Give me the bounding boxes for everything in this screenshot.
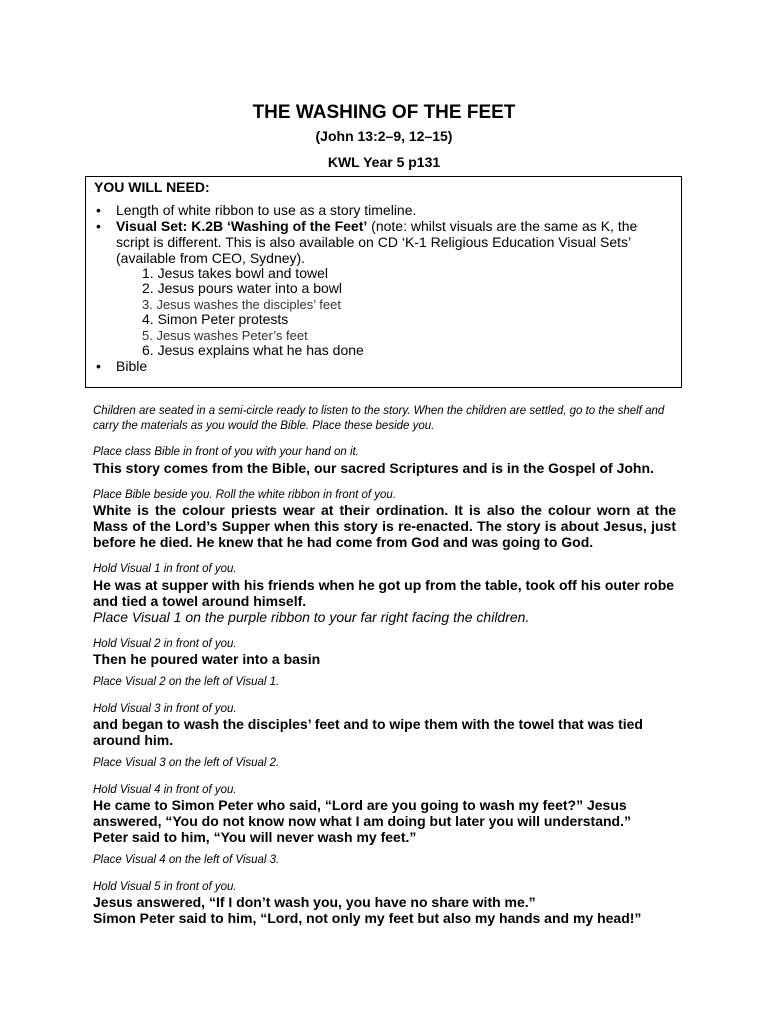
- story-text: He was at supper with his friends when he got up from the table, took off his outer robe and tied a towel around himself.: [93, 576, 675, 609]
- instruction: Hold Visual 2 in front of you.: [93, 637, 237, 650]
- visual-item: 6. Jesus explains what he has done: [142, 342, 364, 359]
- story-line: answered, “You do not know now what I am doing but later you will understand.”: [93, 813, 631, 829]
- instruction-large: Place Visual 1 on the purple ribbon to your far right facing the children.: [93, 608, 530, 625]
- story-line: Simon Peter said to him, “Lord, not only my feet but also my hands and my head!”: [93, 910, 642, 926]
- page-title: THE WASHING OF THE FEET: [252, 102, 516, 123]
- visual-set-note: (note: whilst visuals are the same as K, the script is different. This is also available on CD ‘K-1 Religious Education Visual Sets’ (available from CEO, Sydney).: [116, 218, 638, 266]
- visual-item: 4. Simon Peter protests: [142, 311, 289, 328]
- visual-item: 3. Jesus washes the disciples’ feet: [142, 296, 341, 312]
- story-line: Peter said to him, “You will never wash my feet.”: [93, 829, 417, 845]
- instruction: Hold Visual 4 in front of you.: [93, 783, 237, 796]
- scripture-reference: (John 13:2–9, 12–15): [315, 128, 453, 144]
- needs-item-bible: • Bible: [94, 358, 673, 374]
- instruction: Place class Bible in front of you with your hand on it.: [93, 446, 359, 458]
- instruction: Place Visual 2 on the left of Visual 1.: [93, 676, 280, 688]
- story-script: [93, 404, 676, 926]
- visual-set-title: Visual Set: K.2B ‘Washing of the Feet’: [116, 218, 368, 234]
- needs-list: [94, 202, 673, 374]
- instruction: Place Visual 3 on the left of Visual 2.: [93, 757, 280, 769]
- story-text: Then he poured water into a basin: [93, 651, 321, 667]
- you-will-need-box: [85, 176, 682, 388]
- needs-item-ribbon: • Length of white ribbon to use as a story timeline.: [94, 202, 673, 218]
- story-line: He came to Simon Peter who said, “Lord are you going to wash my feet?” Jesus: [93, 797, 627, 813]
- visual-item: 1. Jesus takes bowl and towel: [142, 265, 328, 281]
- instruction: Place Bible beside you. Roll the white ribbon in front of you.: [93, 488, 397, 501]
- story-text: White is the colour priests wear at their ordination. It is also the colour worn at the Mass of the Lord’s Supper when this story is re-enacted. The story is about Jesus, just before he died. He knew that he had come from God and was going to God.: [93, 502, 676, 550]
- instruction: Hold Visual 1 in front of you.: [93, 563, 237, 575]
- curriculum-reference: KWL Year 5 p131: [327, 154, 441, 170]
- you-will-need-heading: YOU WILL NEED:: [94, 179, 210, 195]
- needs-item-visual-set: [94, 218, 673, 358]
- visual-item: 2. Jesus pours water into a bowl: [142, 280, 342, 297]
- instruction: Hold Visual 3 in front of you.: [93, 702, 237, 715]
- story-line: Jesus answered, “If I don’t wash you, you have no share with me.”: [93, 894, 536, 910]
- visual-item: 5. Jesus washes Peter’s feet: [142, 327, 308, 343]
- visuals-list: [116, 266, 673, 358]
- story-text: and began to wash the disciples’ feet and to wipe them with the towel that was tied around him.: [93, 716, 643, 748]
- intro-instruction: Children are seated in a semi-circle ready to listen to the story. When the children are settled, go to the shelf and carry the materials as you would the Bible. Place these beside you.: [93, 405, 665, 432]
- story-text: This story comes from the Bible, our sacred Scriptures and is in the Gospel of John.: [93, 459, 654, 476]
- instruction: Hold Visual 5 in front of you.: [93, 880, 237, 893]
- instruction: Place Visual 4 on the left of Visual 3.: [93, 854, 280, 866]
